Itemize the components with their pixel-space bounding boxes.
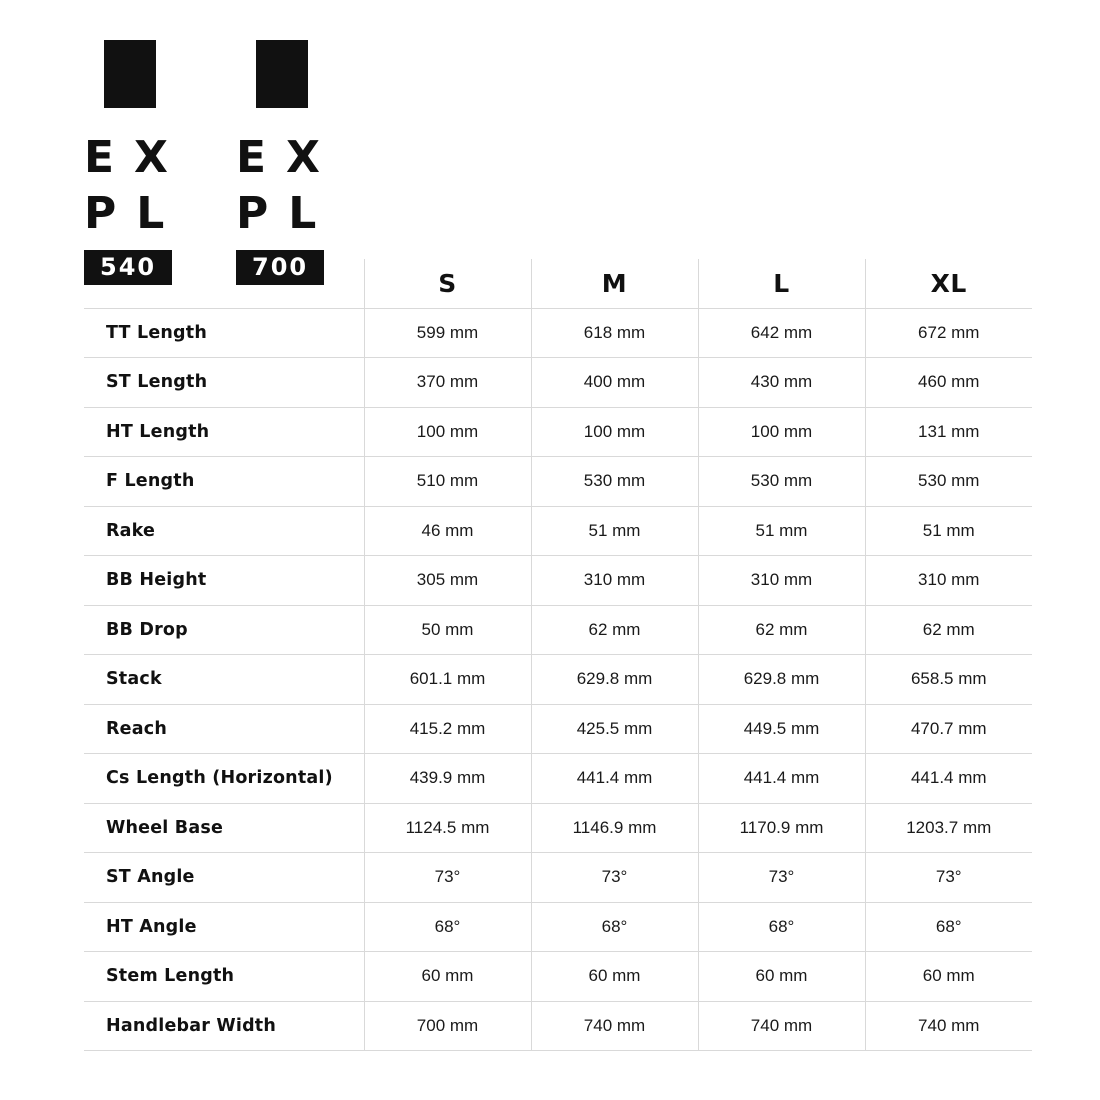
cell-value: 305 mm [364,556,531,606]
row-label: ST Angle [84,853,364,903]
cell-value: 599 mm [364,308,531,358]
table-body [84,308,1032,1051]
row-label: BB Height [84,556,364,606]
cell-value: 310 mm [531,556,698,606]
table-header [84,259,1032,308]
geometry-table [84,259,1032,1051]
row-label: Stack [84,655,364,705]
cell-value: 73° [698,853,865,903]
row-label: Handlebar Width [84,1001,364,1051]
cell-value: 642 mm [698,308,865,358]
cell-value: 672 mm [865,308,1032,358]
cell-value: 740 mm [531,1001,698,1051]
table-row [84,506,1032,556]
cell-value: 62 mm [531,605,698,655]
cell-value: 60 mm [531,952,698,1002]
table-row [84,556,1032,606]
row-label: Wheel Base [84,803,364,853]
table-row [84,457,1032,507]
column-header-l: L [698,259,865,308]
cell-value: 73° [364,853,531,903]
cell-value: 530 mm [531,457,698,507]
cell-value: 68° [865,902,1032,952]
row-label: Stem Length [84,952,364,1002]
row-label: Reach [84,704,364,754]
cell-value: 62 mm [698,605,865,655]
row-label: Rake [84,506,364,556]
row-label: TT Length [84,308,364,358]
cell-value: 740 mm [698,1001,865,1051]
logo-word-line-2: PL [236,188,337,239]
table-row [84,308,1032,358]
table-row [84,1001,1032,1051]
cell-value: 51 mm [865,506,1032,556]
column-header-xl: XL [865,259,1032,308]
cell-value: 73° [865,853,1032,903]
cell-value: 310 mm [698,556,865,606]
cell-value: 470.7 mm [865,704,1032,754]
cell-value: 530 mm [698,457,865,507]
cell-value: 530 mm [865,457,1032,507]
cell-value: 370 mm [364,358,531,408]
cell-value: 60 mm [364,952,531,1002]
logo-expl-700 [236,40,394,285]
cell-value: 629.8 mm [698,655,865,705]
cell-value: 68° [364,902,531,952]
cell-value: 1124.5 mm [364,803,531,853]
logo-square-icon [256,40,308,108]
cell-value: 430 mm [698,358,865,408]
row-label: HT Angle [84,902,364,952]
table-row [84,902,1032,952]
cell-value: 439.9 mm [364,754,531,804]
cell-value: 51 mm [531,506,698,556]
cell-value: 73° [531,853,698,903]
table-row [84,358,1032,408]
logo-square-icon [104,40,156,108]
cell-value: 60 mm [865,952,1032,1002]
row-label: HT Length [84,407,364,457]
cell-value: 1203.7 mm [865,803,1032,853]
cell-value: 618 mm [531,308,698,358]
cell-value: 441.4 mm [531,754,698,804]
table-row [84,952,1032,1002]
table-header-row [84,259,1032,308]
cell-value: 60 mm [698,952,865,1002]
cell-value: 740 mm [865,1001,1032,1051]
table-row [84,704,1032,754]
cell-value: 601.1 mm [364,655,531,705]
table-row [84,803,1032,853]
cell-value: 100 mm [698,407,865,457]
logo-word-line-2: PL [84,188,185,239]
column-header-m: M [531,259,698,308]
brand-logos [84,40,394,285]
table-row [84,754,1032,804]
cell-value: 400 mm [531,358,698,408]
cell-value: 131 mm [865,407,1032,457]
cell-value: 449.5 mm [698,704,865,754]
cell-value: 658.5 mm [865,655,1032,705]
logo-wordmark [236,130,394,242]
row-label: ST Length [84,358,364,408]
cell-value: 50 mm [364,605,531,655]
cell-value: 425.5 mm [531,704,698,754]
logo-word-line-1: EX [236,132,340,183]
cell-value: 46 mm [364,506,531,556]
logo-model-tag: 540 [84,250,172,285]
logo-expl-540 [84,40,230,285]
cell-value: 700 mm [364,1001,531,1051]
cell-value: 460 mm [865,358,1032,408]
cell-value: 62 mm [865,605,1032,655]
column-header-s: S [364,259,531,308]
row-label: F Length [84,457,364,507]
cell-value: 441.4 mm [698,754,865,804]
cell-value: 310 mm [865,556,1032,606]
cell-value: 510 mm [364,457,531,507]
logo-word-line-1: EX [84,132,188,183]
cell-value: 100 mm [531,407,698,457]
row-label: BB Drop [84,605,364,655]
cell-value: 100 mm [364,407,531,457]
table-row [84,655,1032,705]
cell-value: 68° [698,902,865,952]
cell-value: 51 mm [698,506,865,556]
logo-model-tag: 700 [236,250,324,285]
table-row [84,853,1032,903]
logo-wordmark [84,130,230,242]
table-row [84,407,1032,457]
cell-value: 415.2 mm [364,704,531,754]
cell-value: 1170.9 mm [698,803,865,853]
table-corner-cell [84,259,364,308]
cell-value: 1146.9 mm [531,803,698,853]
row-label: Cs Length (Horizontal) [84,754,364,804]
cell-value: 441.4 mm [865,754,1032,804]
table-row [84,605,1032,655]
cell-value: 629.8 mm [531,655,698,705]
cell-value: 68° [531,902,698,952]
